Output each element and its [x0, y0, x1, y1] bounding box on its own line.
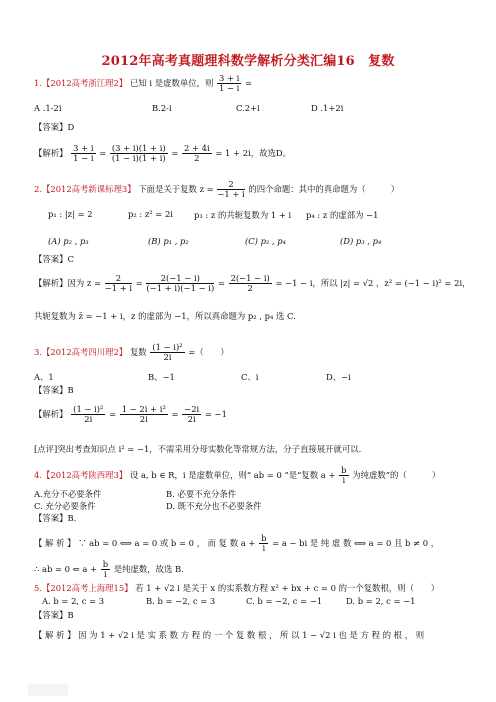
q4-analysis-2: ∴ ab = 0 ⇐ a + $\frac{b}{i}$ 是纯虚数，故选 B. — [34, 559, 184, 579]
q5-stem: 5.【2012高考上海理15】 若 1 + √2 i 是关于 x 的实系数方程 x² + bx + c = 0 的一个复数根，则（ ） — [34, 583, 440, 593]
page-title: 2012年高考真题理科数学解析分类汇编16 复数 — [101, 54, 395, 69]
q4-option-c: C. 充分必要条件 — [34, 501, 96, 511]
q1-answer: 【答案】D — [34, 122, 75, 132]
footer-watermark — [28, 684, 68, 696]
q1-analysis: 【解析】 $\frac{3 + i}{1 - i}$ = $\frac{(3 + i)(1 + i)}{(1 - i)(1 + i)}$ = $\frac{2 + 4i}{2}$ = 1 + 2i，故选D。 — [34, 143, 291, 163]
q5-option-a: A. b = 2, c = 3 — [42, 596, 105, 606]
q5-option-b: B. b = −2, c = 3 — [146, 596, 216, 606]
q1-option-b: B.2-i — [152, 103, 172, 113]
q3-stem: 3.【2012高考四川理2】 复数 $\frac{\text{(1 − i)²}}{2i}$ =（ ） — [34, 342, 229, 362]
q2-analysis: 【解析】因为 z = $\frac{2}{-1 + i}$ = $\frac{2(-1 - i)}{(-1 + i)(-1 - i)}$ = $\frac{2(-1 - i)}{2}$ = −1 − i，所以 |z| = √2 ，z² = (−1 − i)² = 2i， — [34, 273, 471, 293]
q2-option-b: (B) p₁ , p₂ — [148, 236, 189, 246]
q1-option-c: C.2+i — [236, 103, 260, 113]
q4-stem: 4.【2012高考陕西理3】 设 a, b ∈ R，i 是虚数单位，则“ ab = 0 ”是“复数 a + $\frac{b}{i}$ 为纯虚数”的（ ） — [34, 465, 441, 485]
q2-prop-3: p₃ : z 的共轭复数为 1 + i — [194, 210, 292, 220]
q5-option-d: D. b = 2, c = −1 — [346, 596, 416, 606]
q2-analysis-2: 共轭复数为 z̄ = −1 + i，z 的虚部为 −1，所以真命题为 p₂ , p₄ 选 C. — [34, 311, 296, 321]
q2-option-a: (A) p₂ , p₃ — [48, 236, 89, 246]
q1-option-a: A .1-2i — [34, 103, 62, 113]
q3-option-c: C、i — [241, 372, 259, 382]
q4-option-b: B. 必要不充分条件 — [166, 489, 237, 499]
q2-prop-1: p₁ : |z| = 2 — [48, 209, 93, 219]
q1-option-d: D .1+2i — [311, 103, 344, 113]
q3-option-d: D、−i — [326, 372, 351, 382]
q2-option-d: (D) p₃ , p₄ — [340, 236, 382, 246]
q4-analysis-1: 【 解 析 】 ∵ ab = 0 ⟺ a = 0 或 b = 0 ， 而 复 数 a + $\frac{b}{i}$ = a − bi 是 纯 虚 数 ⟺ a = 0 且 b ≠ 0 ， — [34, 533, 440, 553]
q4-label: 4.【2012高考陕西理3】 — [34, 470, 128, 480]
q1-label: 1.【2012高考浙江理2】 — [34, 78, 128, 88]
q3-option-b: B、−1 — [148, 372, 175, 382]
q2-answer: 【答案】C — [34, 254, 74, 264]
q1-stem: 1.【2012高考浙江理2】 已知 i 是虚数单位，则 $\frac{3 + i}{1 - i}$ = — [34, 73, 253, 93]
q3-comment: [点评]突出考查知识点 i² = −1，不需采用分母实数化等常规方法，分子直接展开就可以. — [34, 444, 362, 454]
q5-option-c: C. b = −2, c = −1 — [246, 596, 323, 606]
q5-answer: 【答案】B — [34, 610, 74, 620]
q4-option-d: D. 既不充分也不必要条件 — [166, 501, 262, 511]
q5-analysis: 【 解 析 】 因 为 1 + √2 i 是 实 系 数 方 程 的 一 个 复 数 根 ， 所 以 1 − √2 i 也 是 方 程 的 根 ， 则 — [34, 630, 425, 640]
q3-analysis: 【解析】 $\frac{\text{(1 − i)²}}{2i}$ = $\frac{\text{1 − 2i + i²}}{2i}$ = $\frac{-2i}{2i}$ = −1 — [34, 404, 227, 424]
q3-option-a: A、1 — [34, 372, 54, 382]
q2-prop-2: p₂ : z² = 2i — [128, 209, 173, 219]
q3-answer: 【答案】B — [34, 385, 74, 395]
q4-option-a: A.充分不必要条件 — [34, 489, 102, 499]
q2-option-c: (C) p₂ , p₄ — [245, 236, 287, 246]
q5-label: 5.【2012高考上海理15】 — [34, 583, 133, 593]
q1-fraction: $\frac{3 + i}{1 - i}$ — [219, 73, 240, 93]
q3-label: 3.【2012高考四川理2】 — [34, 347, 128, 357]
q4-answer: 【答案】B. — [34, 513, 77, 523]
q2-stem: 2.【2012高考新课标理3】 下面是关于复数 z = $\frac{2}{-1 + i}$ 的四个命题：其中的真命题为（ ） — [34, 179, 400, 199]
q2-prop-4: p₄ : z 的虚部为 −1 — [306, 210, 379, 220]
q2-label: 2.【2012高考新课标理3】 — [34, 184, 136, 194]
